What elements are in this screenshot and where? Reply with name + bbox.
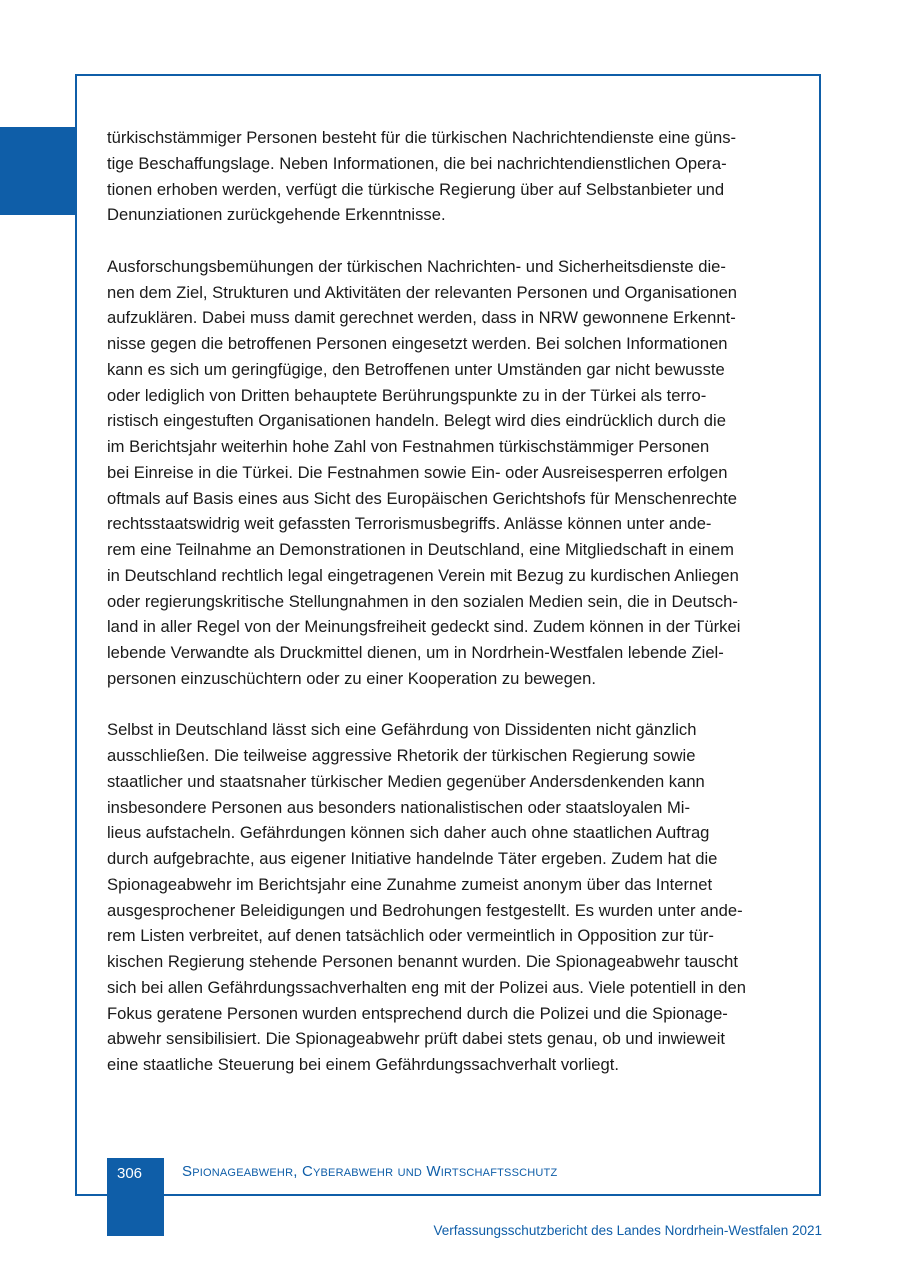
text-line: Denunziationen zurückgehende Erkenntnisse. — [107, 205, 446, 225]
text-line: kann es sich um geringfügige, den Betroffenen unter Umständen gar nicht bewusste — [107, 359, 725, 379]
text-line: aufzuklären. Dabei muss damit gerechnet werden, dass in NRW gewonnene Erkennt- — [107, 308, 736, 328]
text-line: Ausforschungsbemühungen der türkischen Nachrichten- und Sicherheitsdienste die- — [107, 256, 726, 276]
page-number: 306 — [116, 1165, 143, 1182]
body-paragraph — [107, 254, 797, 692]
body-text — [107, 125, 797, 1104]
text-line: ausschließen. Die teilweise aggressive Rhetorik der türkischen Regierung sowie — [107, 746, 696, 765]
page-number-box — [107, 1158, 164, 1236]
text-line: oftmals auf Basis eines aus Sicht des Europäischen Gerichtshofs für Menschenrechte — [107, 488, 737, 508]
text-line: ristisch eingestuften Organisationen handeln. Belegt wird dies eindrücklich durch die — [107, 411, 726, 431]
text-line: Selbst in Deutschland lässt sich eine Gefährdung von Dissidenten nicht gänzlich — [107, 720, 697, 740]
body-paragraph — [107, 125, 797, 228]
text-line: sich bei allen Gefährdungssachverhalten eng mit der Polizei aus. Viele potentiell in den — [107, 977, 746, 997]
text-line: Fokus geratene Personen wurden entsprechend durch die Polizei und die Spionage- — [107, 1003, 728, 1023]
text-line: rechtsstaatswidrig weit gefassten Terrorismusbegriffs. Anlässe können unter ande- — [107, 514, 712, 534]
side-tab-marker — [0, 127, 77, 215]
text-line: bei Einreise in die Türkei. Die Festnahmen sowie Ein- oder Ausreisesperren erfolgen — [107, 462, 728, 482]
text-line: in Deutschland rechtlich legal eingetragenen Verein mit Bezug zu kurdischen Anliegen — [107, 565, 739, 585]
text-line: eine staatliche Steuerung bei einem Gefährdungssachverhalt vorliegt. — [107, 1055, 619, 1074]
text-line: im Berichtsjahr weiterhin hohe Zahl von Festnahmen türkischstämmiger Personen — [107, 437, 710, 456]
text-line: land in aller Regel von der Meinungsfreiheit gedeckt sind. Zudem können in der Türkei — [107, 617, 741, 637]
text-line: insbesondere Personen aus besonders nationalistischen oder staatsloyalen Mi- — [107, 797, 690, 817]
text-line: tige Beschaffungslage. Neben Informationen, die bei nachrichtendienstlichen Opera- — [107, 153, 727, 173]
text-line: rem eine Teilnahme an Demonstrationen in Deutschland, eine Mitgliedschaft in einem — [107, 540, 734, 559]
text-line: oder regierungskritische Stellungnahmen in den sozialen Medien sein, die in Deutsch- — [107, 591, 738, 611]
text-line: lieus aufstacheln. Gefährdungen können sich daher auch ohne staatlichen Auftrag — [107, 823, 710, 843]
report-title: Verfassungsschutzbericht des Landes Nordrhein-Westfalen 2021 — [433, 1223, 822, 1238]
text-line: nisse gegen die betroffenen Personen eingesetzt werden. Bei solchen Informationen — [107, 334, 728, 353]
text-line: rem Listen verbreitet, auf denen tatsächlich oder vermeintlich in Opposition zur tür- — [107, 926, 714, 946]
text-line: tionen erhoben werden, verfügt die türkische Regierung über auf Selbstanbieter und — [107, 179, 725, 199]
text-line: oder lediglich von Dritten behauptete Berührungspunkte zu in der Türkei als terro- — [107, 385, 707, 405]
body-paragraph — [107, 717, 797, 1078]
text-line: personen einzuschüchtern oder zu einer Kooperation zu bewegen. — [107, 668, 596, 688]
text-line: staatlicher und staatsnaher türkischer Medien gegenüber Andersdenkenden kann — [107, 771, 705, 791]
text-line: lebende Verwandte als Druckmittel dienen, um in Nordrhein-Westfalen lebende Ziel- — [107, 643, 724, 662]
text-line: ausgesprochener Beleidigungen und Bedrohungen festgestellt. Es wurden unter ande- — [107, 900, 743, 920]
text-line: kischen Regierung stehende Personen benannt wurden. Die Spionageabwehr tauscht — [107, 952, 738, 971]
text-line: türkischstämmiger Personen besteht für die türkischen Nachrichtendienste eine güns- — [107, 128, 737, 147]
text-line: durch aufgebrachte, aus eigener Initiative handelnde Täter ergeben. Zudem hat die — [107, 849, 718, 868]
chapter-title: Spionageabwehr, Cyberabwehr und Wirtschaftsschutz — [182, 1163, 558, 1180]
text-line: Spionageabwehr im Berichtsjahr eine Zunahme zumeist anonym über das Internet — [107, 874, 713, 894]
text-line: nen dem Ziel, Strukturen und Aktivitäten der relevanten Personen und Organisationen — [107, 282, 738, 302]
text-line: abwehr sensibilisiert. Die Spionageabwehr prüft dabei stets genau, ob und inwieweit — [107, 1029, 726, 1049]
